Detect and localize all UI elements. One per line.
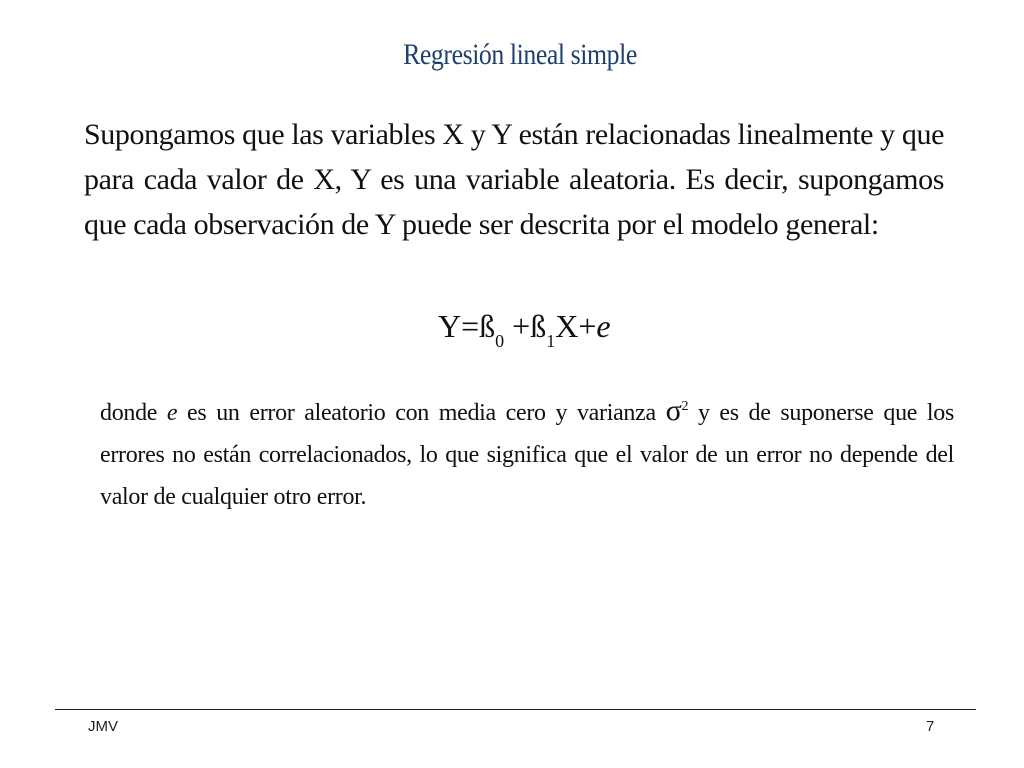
formula-sub-1: 1 [546,331,556,351]
formula-plus-beta: +ß [504,308,547,344]
detail-part-3: y es de suponerse que los errores no están correlacionados, lo que significa que el valor de un error no depende del valor de cualquier otro error. [100,400,955,510]
detail-text [100,390,954,518]
formula-lhs: Y=ß [438,308,496,344]
regression-formula [438,306,611,351]
detail-part-2: es un error aleatorio con media cero y varianza [177,400,666,426]
sigma-exponent: 2 [681,399,689,414]
footer-author: JMV [88,718,118,735]
formula-x-term: X+ [555,308,597,344]
formula-error-term: e [596,308,611,344]
sigma-symbol: σ [665,394,682,427]
detail-part-1: donde [100,400,167,426]
detail-paragraph [100,390,954,518]
detail-error-symbol: e [166,400,178,426]
intro-text: Supongamos que las variables X y Y están relacionadas linealmente y que para cada valor de X, Y es una variable aleatoria. Es decir, supongamos que cada observación de Y puede ser descrita por el modelo general: [84,118,944,241]
footer-divider [55,709,976,710]
intro-paragraph [84,112,944,247]
formula-sub-0: 0 [495,331,505,351]
footer-page-number: 7 [926,718,935,735]
slide-title: Regresión lineal simple [403,38,637,71]
